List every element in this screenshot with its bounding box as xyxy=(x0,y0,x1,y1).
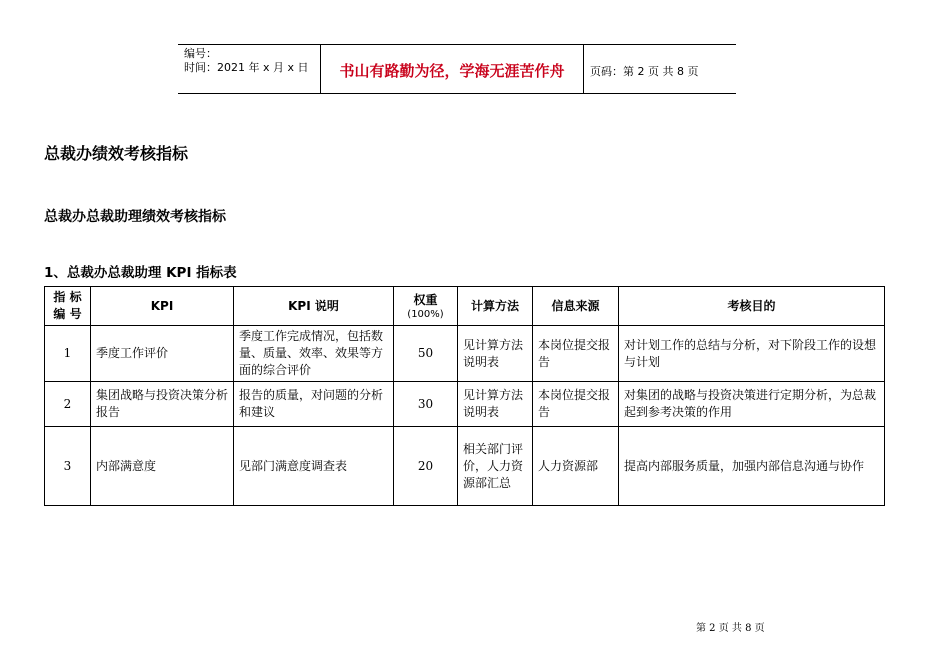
col-weight xyxy=(394,287,458,326)
table-row xyxy=(45,326,885,382)
cell-purpose: 提高内部服务质量，加强内部信息沟通与协作 xyxy=(619,427,885,506)
cell-source: 本岗位提交报告 xyxy=(533,382,619,427)
col-purpose: 考核目的 xyxy=(619,287,885,326)
col-weight-sub: (100%) xyxy=(407,308,444,320)
code-label: 编号： xyxy=(184,47,217,60)
col-weight-label: 权重 xyxy=(413,292,438,307)
cell-desc: 报告的质量，对问题的分析和建议 xyxy=(234,382,394,427)
col-kpi: KPI xyxy=(91,287,234,326)
page-footer: 第 2 页 共 8 页 xyxy=(696,623,765,634)
header-motto-cell xyxy=(321,45,584,93)
cell-index: 1 xyxy=(45,326,91,382)
cell-kpi: 季度工作评价 xyxy=(91,326,234,382)
cell-method: 见计算方法说明表 xyxy=(458,382,533,427)
cell-method: 见计算方法说明表 xyxy=(458,326,533,382)
cell-desc: 季度工作完成情况，包括数量、质量、效率、效果等方面的综合评价 xyxy=(234,326,394,382)
col-index: 指 标 编 号 xyxy=(45,287,91,326)
header-page-cell xyxy=(584,45,736,93)
cell-weight: 50 xyxy=(394,326,458,382)
table-header-row xyxy=(45,287,885,326)
section-title: 总裁办绩效考核指标 xyxy=(44,144,189,163)
col-desc: KPI 说明 xyxy=(234,287,394,326)
col-source: 信息来源 xyxy=(533,287,619,326)
time-label: 时间：2021 年 x 月 x 日 xyxy=(184,61,309,74)
cell-weight: 30 xyxy=(394,382,458,427)
header-meta-cell xyxy=(178,45,321,93)
cell-purpose: 对计划工作的总结与分析，对下阶段工作的设想与计划 xyxy=(619,326,885,382)
cell-index: 2 xyxy=(45,382,91,427)
kpi-table xyxy=(44,286,885,506)
cell-source: 本岗位提交报告 xyxy=(533,326,619,382)
cell-kpi: 集团战略与投资决策分析报告 xyxy=(91,382,234,427)
cell-kpi: 内部满意度 xyxy=(91,427,234,506)
page-label: 页码：第 2 页 共 8 页 xyxy=(590,65,699,78)
page-header xyxy=(178,44,736,94)
cell-source: 人力资源部 xyxy=(533,427,619,506)
cell-weight: 20 xyxy=(394,427,458,506)
table-title: 1、总裁办总裁助理 KPI 指标表 xyxy=(44,265,237,281)
cell-index: 3 xyxy=(45,427,91,506)
table-row xyxy=(45,382,885,427)
subsection-title: 总裁办总裁助理绩效考核指标 xyxy=(44,209,226,225)
col-method: 计算方法 xyxy=(458,287,533,326)
cell-method: 相关部门评价，人力资源部汇总 xyxy=(458,427,533,506)
motto: 书山有路勤为径，学海无涯苦作舟 xyxy=(339,62,565,80)
cell-desc: 见部门满意度调查表 xyxy=(234,427,394,506)
cell-purpose: 对集团的战略与投资决策进行定期分析，为总裁起到参考决策的作用 xyxy=(619,382,885,427)
table-row xyxy=(45,427,885,506)
